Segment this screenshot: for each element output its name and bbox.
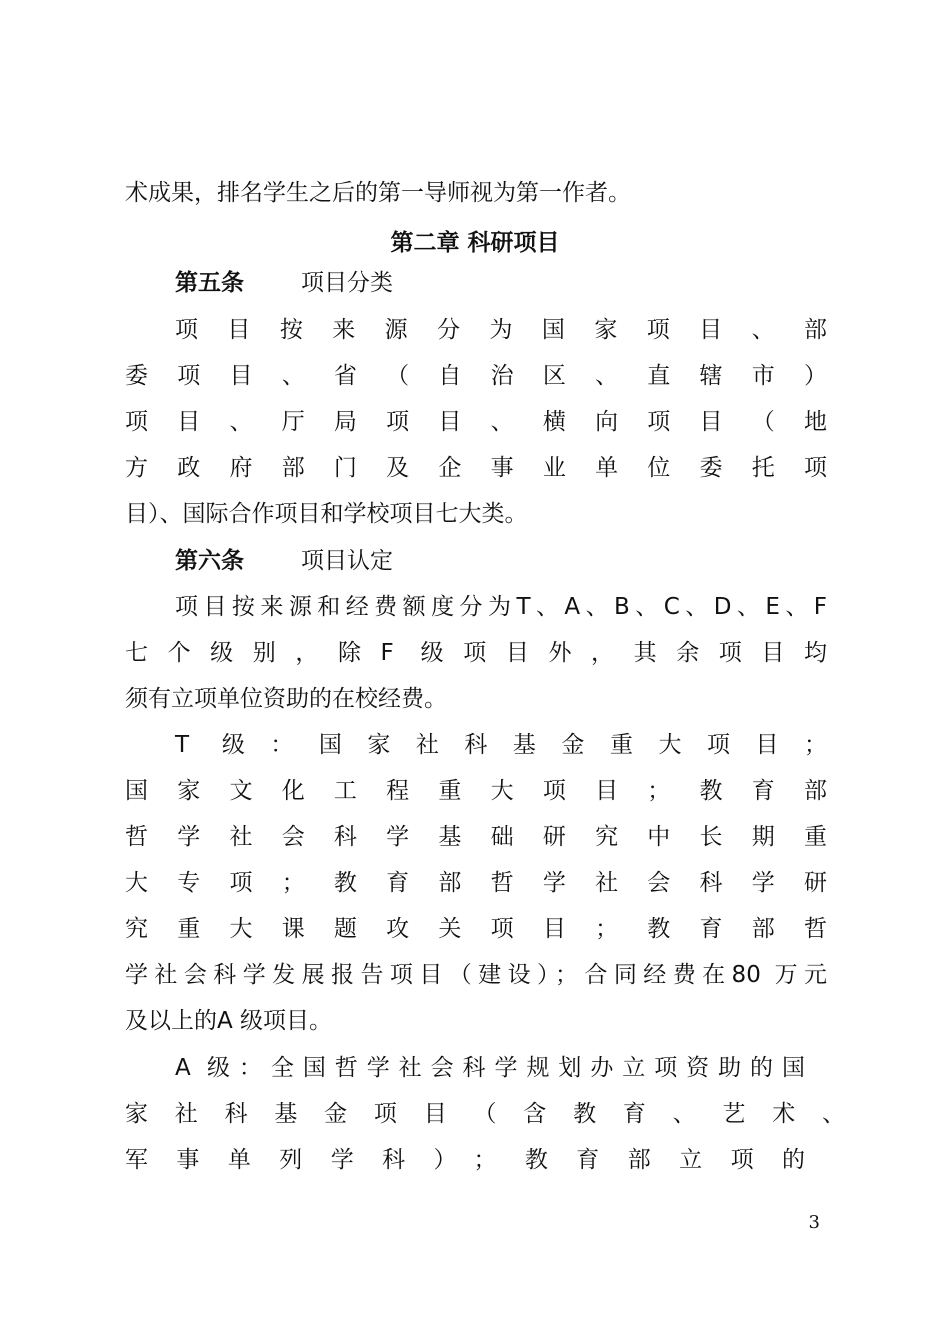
article-label: 第五条	[175, 270, 244, 296]
text-line: 项目按来源分为国家项目、部	[175, 317, 827, 343]
text-line: 国家文化工程重大项目；教育部	[125, 778, 827, 804]
text-line: 及以上的A 级项目。	[125, 1008, 333, 1034]
article-title: 项目认定	[301, 548, 393, 574]
text-line: 军事单列学科）；教育部立项的	[125, 1147, 805, 1173]
text-line: 委项目、省（自治区、直辖市）	[125, 363, 827, 389]
text-line: 哲学社会科学基础研究中长期重	[125, 824, 827, 850]
article-heading	[175, 267, 827, 299]
text-line: 究重大课题攻关项目；教育部哲	[125, 916, 827, 942]
text-line: 大专项；教育部哲学社会科学研	[125, 870, 827, 896]
article-heading	[175, 545, 827, 577]
text-line: T 级：国家社科基金重大项目；	[175, 732, 827, 758]
text-line: 学社会科学发展报告项目（建设）；合同经费在80 万元	[125, 962, 827, 988]
text-line: 项目、厅局项目、横向项目（地	[125, 409, 827, 435]
page-number: 3	[808, 1212, 820, 1233]
chapter-heading: 第二章 科研项目	[390, 230, 560, 256]
text-line: 须有立项单位资助的在校经费。	[125, 686, 447, 712]
text-line: 家社科基金项目（含教育、艺术、	[125, 1101, 845, 1127]
article-title: 项目分类	[301, 270, 393, 296]
text-line: 七个级别，除F 级项目外，其余项目均	[125, 640, 827, 666]
text-line: 方政府部门及企事业单位委托项	[125, 455, 827, 481]
text-line: A 级：全国哲学社会科学规划办立项资助的国	[175, 1055, 805, 1081]
text-line: 项目按来源和经费额度分为T、A、B、C、D、E、F	[175, 594, 827, 620]
article-label: 第六条	[175, 548, 244, 574]
text-line: 术成果，排名学生之后的第一导师视为第一作者。	[125, 180, 631, 206]
text-line: 目）、国际合作项目和学校项目七大类。	[125, 501, 528, 527]
